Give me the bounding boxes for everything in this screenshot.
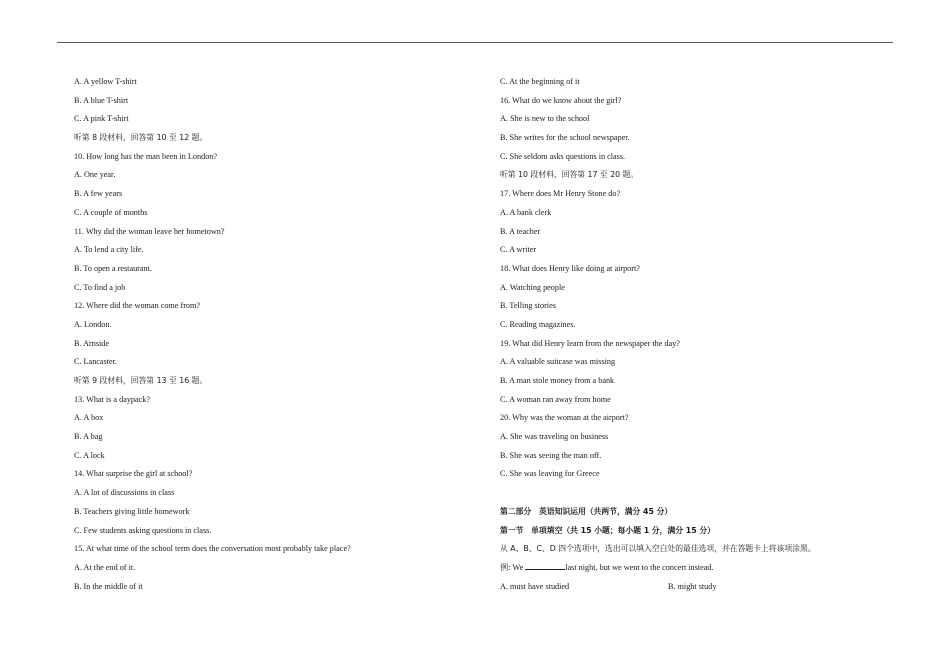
option-line: A. To lend a city life.	[74, 245, 144, 255]
option-line: B. To open a restaurant.	[74, 263, 152, 273]
option-line: B. A blue T-shirt	[74, 95, 129, 105]
option-line: C. A writer	[500, 245, 537, 255]
option-line: A. One year.	[74, 170, 116, 180]
option-line: B. Teachers giving little homework	[74, 506, 190, 516]
option-line: A. At the end of it.	[74, 562, 136, 572]
right-column	[500, 73, 920, 596]
question-line: 17. Where does Mr Henry Stone do?	[500, 189, 621, 199]
example-options	[500, 578, 920, 597]
option-line: B. A few years	[74, 189, 123, 199]
question-line: 10. How long has the man been in London?	[74, 151, 218, 161]
section-heading: 第一节 单项填空（共 15 小题；每小题 1 分，满分 15 分）	[500, 525, 715, 535]
spacer	[500, 484, 920, 503]
option-line: C. Few students asking questions in class.	[74, 525, 212, 535]
question-line: 14. What surprise the girl at school?	[74, 469, 193, 479]
option-line: C. She seldom asks questions in class.	[500, 151, 626, 161]
option-line: B. Arnside	[74, 338, 110, 348]
option-line: C. Reading magazines.	[500, 319, 576, 329]
option-line: C. A pink T-shirt	[74, 114, 129, 124]
option-line: A. London.	[74, 319, 112, 329]
question-line: 20. Why was the woman at the airport?	[500, 413, 629, 423]
option-line: B. A teacher	[500, 226, 541, 236]
option-line: A. Watching people	[500, 282, 565, 292]
section-instruction: 听第 8 段材料，回答第 10 至 12 题。	[74, 133, 208, 143]
example-option-a: A. must have studied	[500, 581, 570, 591]
top-rule	[57, 42, 893, 43]
option-line: B. Telling stories	[500, 301, 556, 311]
option-line: B. A man stole money from a bank	[500, 376, 615, 385]
example-suffix: last night, but we went to the concert instead.	[565, 562, 714, 572]
option-line: B. She writes for the school newspaper.	[500, 133, 630, 143]
option-line: B. She was seeing the man off.	[500, 450, 602, 460]
example-prefix: 例: We	[500, 562, 526, 572]
option-line: C. She was leaving for Greece	[500, 469, 600, 479]
option-line: B. In the middle of it	[74, 581, 143, 591]
example-sentence	[500, 559, 920, 578]
option-line: C. A lock	[74, 450, 105, 460]
option-line: A. A lot of discussions in class	[74, 488, 175, 498]
question-line: 15. At what time of the school term does the conversation most probably take place?	[74, 544, 351, 554]
left-column	[74, 73, 494, 596]
option-line: C. Lancaster.	[74, 357, 117, 367]
option-line: A. She is new to the school	[500, 114, 590, 124]
option-line: A. A valuable suitcase was missing	[500, 357, 616, 367]
section-instruction: 听第 9 段材料，回答第 13 至 16 题。	[74, 376, 208, 385]
option-line: C. A woman ran away from home	[500, 394, 611, 404]
option-line: A. A yellow T-shirt	[74, 77, 137, 86]
section-instruction: 从 A、B、C、D 四个选项中，选出可以填入空白处的最佳选项，并在答题卡上将该项涂黑。	[500, 544, 816, 554]
option-line: C. At the beginning of it	[500, 77, 580, 86]
option-line: A. She was traveling on business	[500, 432, 609, 442]
question-line: 13. What is a daypack?	[74, 394, 151, 404]
question-line: 19. What did Henry learn from the newspaper the day?	[500, 338, 680, 348]
question-line: 18. What does Henry like doing at airport?	[500, 263, 640, 273]
option-line: C. To find a job	[74, 282, 126, 292]
question-line: 11. Why did the woman leave her hometown?	[74, 226, 225, 236]
answer-blank	[525, 561, 565, 570]
question-line: 16. What do we know about the girl?	[500, 95, 622, 105]
example-option-b: B. might study	[668, 581, 717, 591]
part-heading: 第二部分 英语知识运用（共两节，满分 45 分）	[500, 506, 673, 516]
option-line: C. A couple of months	[74, 207, 148, 217]
section-instruction: 听第 10 段材料，回答第 17 至 20 题。	[500, 170, 639, 180]
option-line: B. A bag	[74, 432, 103, 442]
option-line: A. A bank clerk	[500, 207, 552, 217]
option-line: A. A box	[74, 413, 104, 423]
question-line: 12. Where did the woman come from?	[74, 301, 201, 311]
